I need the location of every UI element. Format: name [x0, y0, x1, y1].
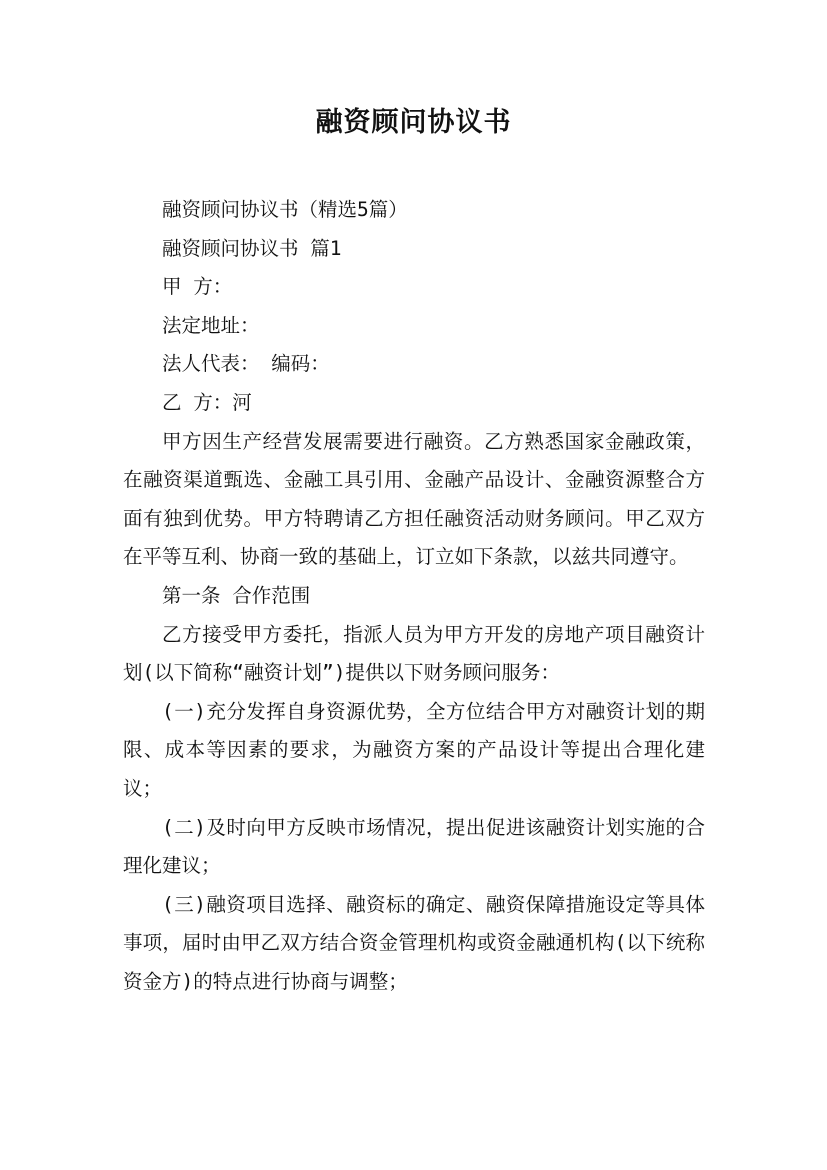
party-b-line: 乙 方：河 [162, 390, 252, 414]
clause-one: (一)充分发挥自身资源优势，全方位结合甲方对融资计划的期限、成本等因素的要求，为融资方案的产品设计等提出合理化建议； [123, 699, 705, 800]
intro-paragraph: 甲方因生产经营发展需要进行融资。乙方熟悉国家金融政策，在融资渠道甄选、金融工具引用、金融产品设计、金融资源整合方面有独到优势。甲方特聘请乙方担任融资活动财务顾问。甲乙双方在平等互利、协商一致的基础上，订立如下条款，以兹共同遵守。 [123, 429, 705, 569]
legal-address-line: 法定地址： [162, 313, 260, 337]
party-a-line: 甲 方： [162, 275, 233, 299]
article-one-heading: 第一条 合作范围 [162, 583, 311, 607]
section-heading: 融资顾问协议书 篇1 [162, 236, 342, 260]
clause-two: (二)及时向甲方反映市场情况，提出促进该融资计划实施的合理化建议； [123, 815, 705, 878]
legal-rep-line: 法人代表： 编码： [162, 352, 330, 376]
document-body [123, 191, 705, 1001]
article-one-paragraph: 乙方接受甲方委托，指派人员为甲方开发的房地产项目融资计划(以下简称“融资计划”)提供以下财务顾问服务： [123, 622, 705, 685]
subtitle-line: 融资顾问协议书（精选5篇） [162, 198, 408, 221]
clause-three: (三)融资项目选择、融资标的确定、融资保障措施设定等具体事项，届时由甲乙双方结合资金管理机构或资金融通机构(以下统称资金方)的特点进行协商与调整； [123, 892, 705, 993]
document-title: 融资顾问协议书 [315, 107, 512, 138]
